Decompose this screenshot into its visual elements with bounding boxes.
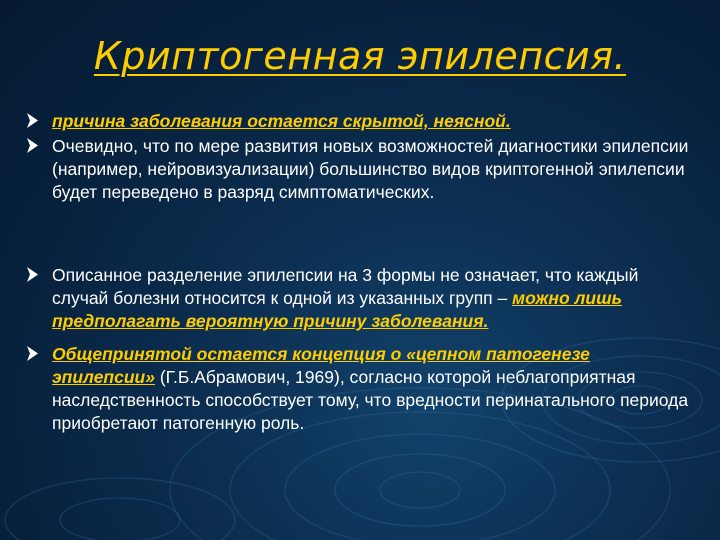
bullet-text: Описанное разделение эпилепсии на 3 формы не означает, что каждый случай болезни относится к одной из указанных групп – (52, 265, 639, 308)
bullet-item (26, 135, 696, 204)
bullet-item (26, 264, 696, 333)
bullet-item (26, 110, 696, 133)
bullet-highlight-text: можно лишь предполагать вероятную причину заболевания. (52, 288, 623, 331)
bullet-item (26, 343, 696, 435)
bullet-text: (Г.Б.Абрамович, 1969), согласно которой неблагоприятная наследственность способствует тому, что вредности перинатального периода приобретают патогенную роль. (52, 367, 689, 433)
bullet-highlight-text: Общепринятой остается концепция о «цепном патогенезе эпилепсии» (52, 344, 590, 387)
arrowhead-bullet-icon (26, 264, 40, 285)
arrowhead-bullet-icon (26, 135, 40, 156)
arrowhead-bullet-icon (26, 110, 40, 131)
bullet-highlight-text: причина заболевания остается скрытой, неясной. (52, 111, 511, 131)
bullet-text: Очевидно, что по мере развития новых возможностей диагностики эпилепсии (например, нейровизуализации) большинство видов криптогенной эпилепсии будет переведено в разряд симптоматических. (52, 136, 689, 202)
slide-title: Криптогенная эпилепсия. (93, 34, 627, 78)
arrowhead-bullet-icon (26, 343, 40, 364)
